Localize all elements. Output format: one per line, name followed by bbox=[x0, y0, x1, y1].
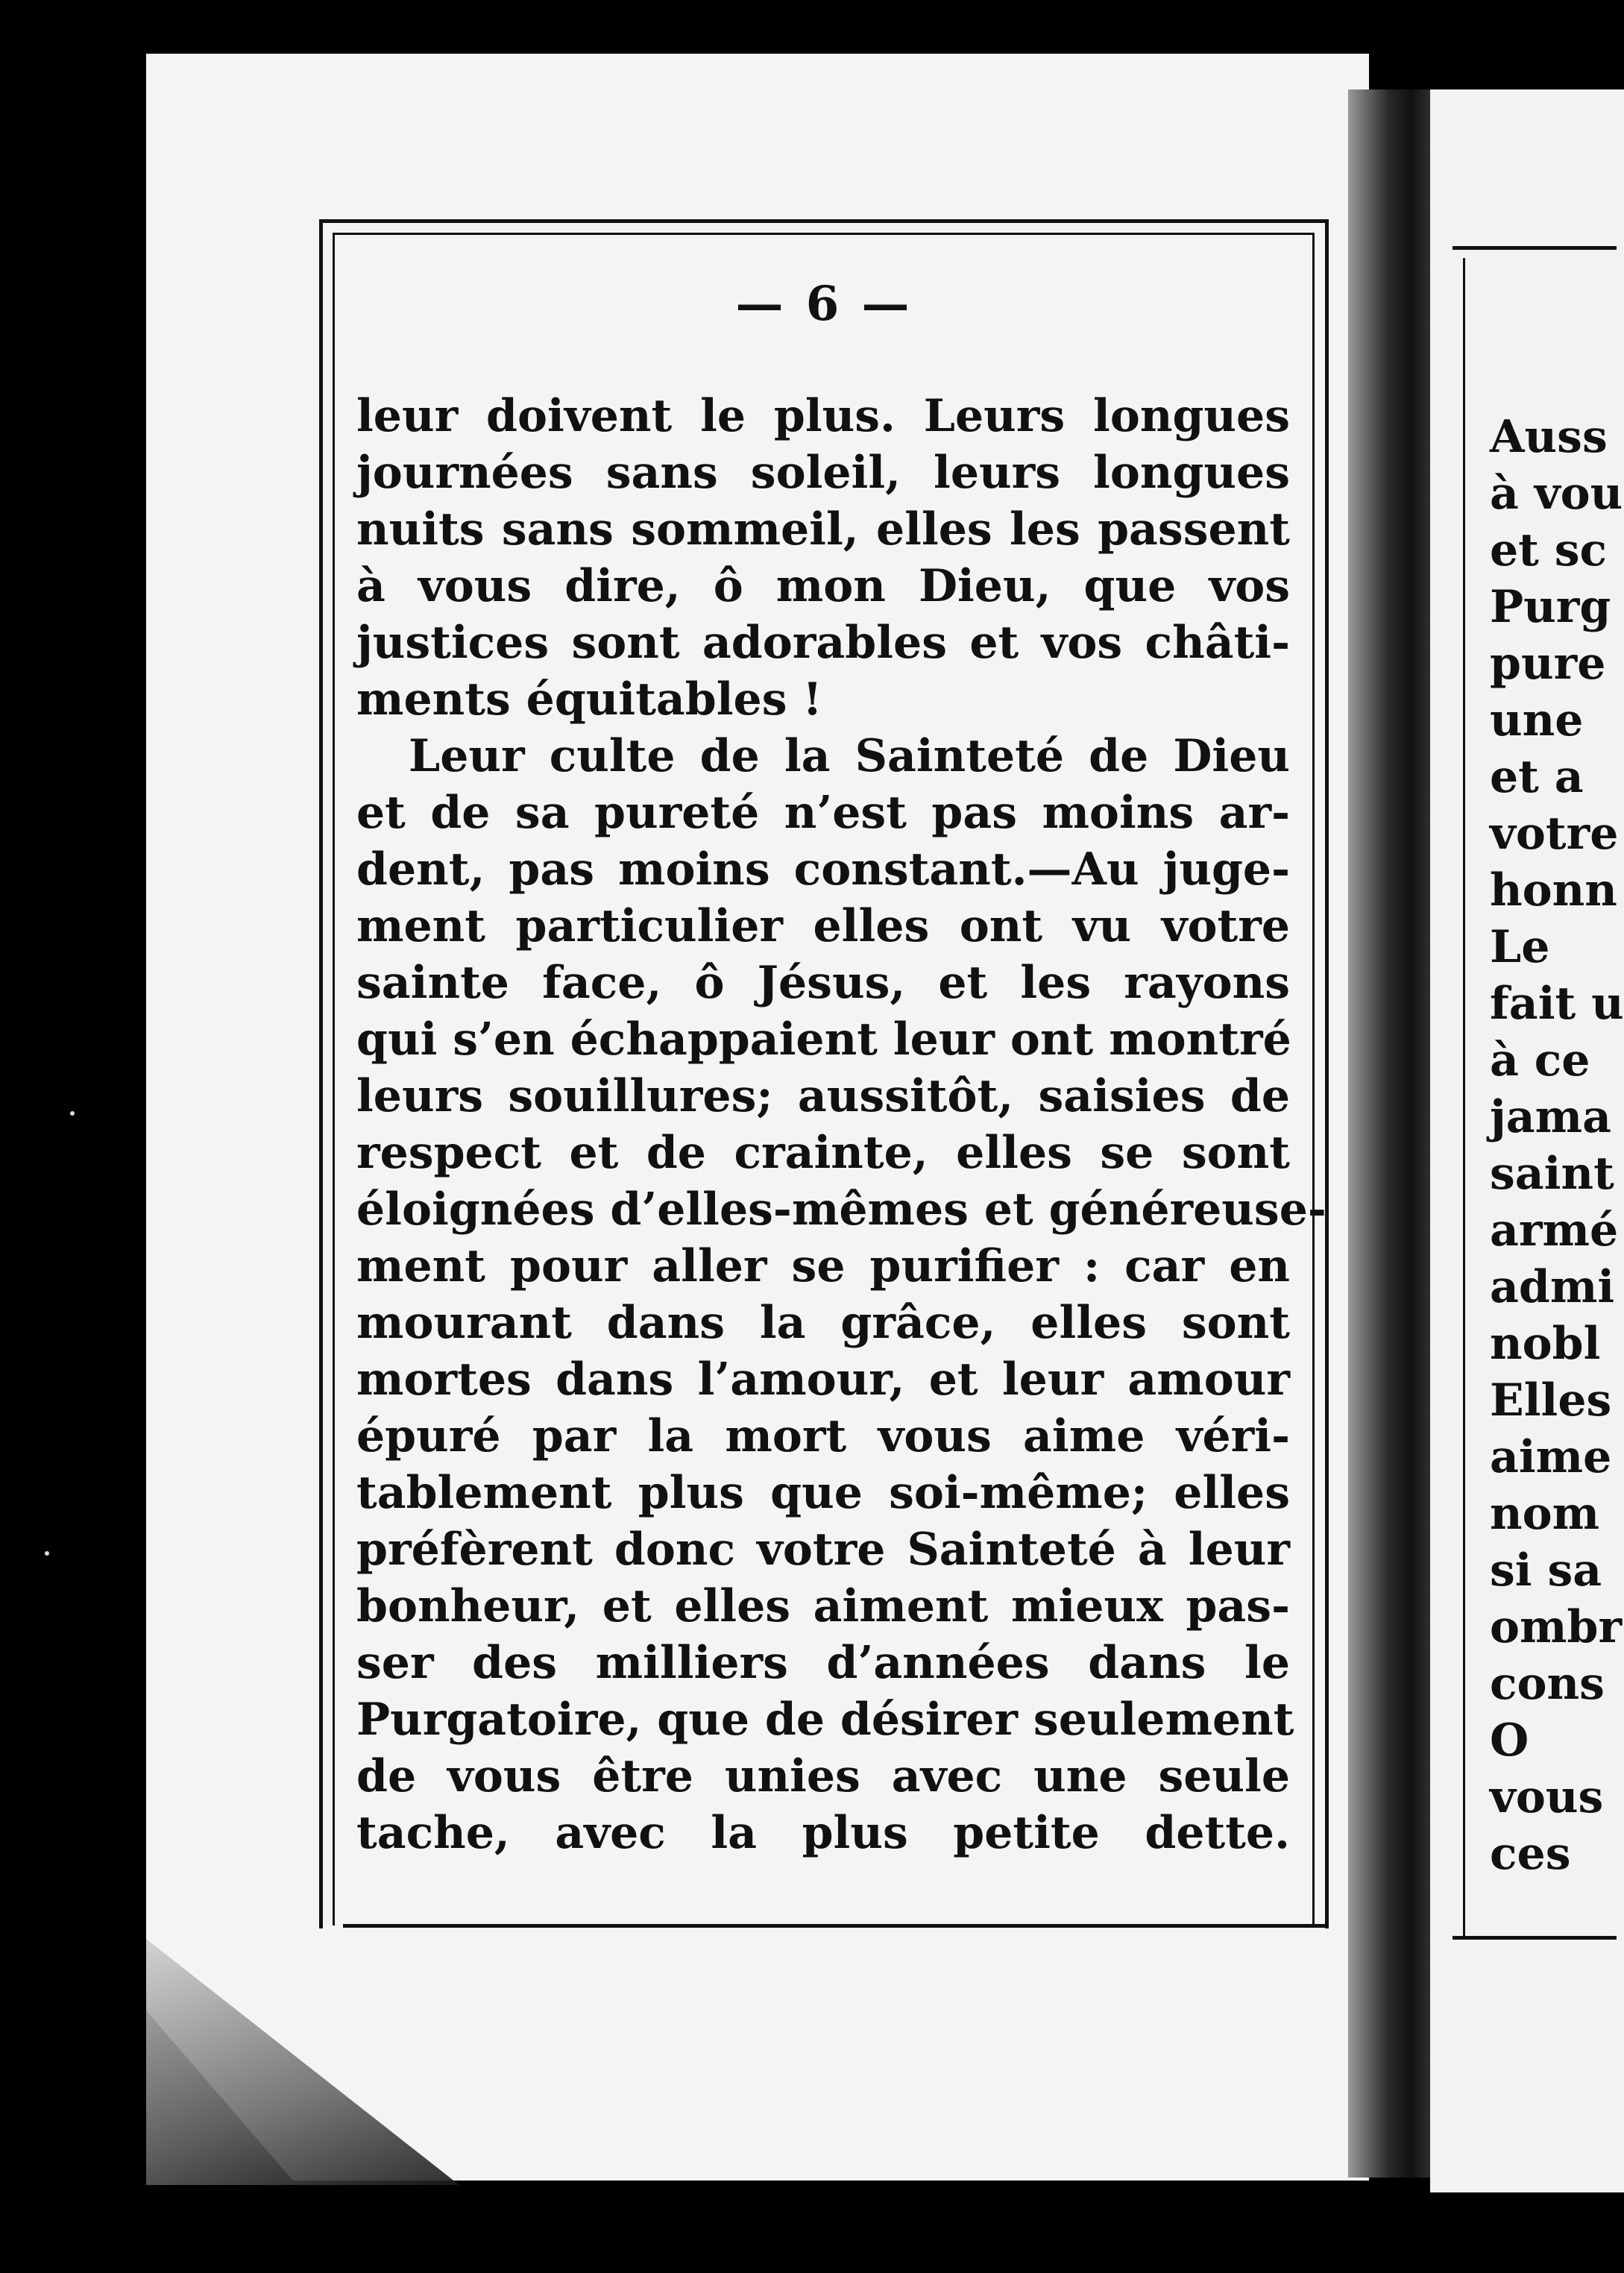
text-line: sainte face, ô Jésus, et les rayons bbox=[356, 957, 1290, 1009]
right-text-line: cons bbox=[1490, 1658, 1605, 1710]
text-line: dent, pas moins constant.—Au juge- bbox=[356, 843, 1290, 896]
text-line: qui s’en échappaient leur ont montré bbox=[356, 1013, 1291, 1066]
text-line: Leur culte de la Sainteté de Dieu bbox=[409, 730, 1290, 782]
right-text-line: Le bbox=[1490, 921, 1550, 973]
frame-inner-left-rule bbox=[333, 233, 335, 1925]
text-line: ment pour aller se purifier : car en bbox=[356, 1240, 1290, 1292]
right-text-line: nom bbox=[1490, 1488, 1600, 1540]
right-text-line: admi bbox=[1490, 1261, 1615, 1313]
text-line: préfèrent donc votre Sainteté à leur bbox=[356, 1524, 1290, 1576]
right-text-line: jama bbox=[1490, 1091, 1611, 1143]
right-text-line: à vou bbox=[1490, 468, 1623, 520]
right-text-line: une bbox=[1490, 694, 1584, 746]
right-text-line: si sa bbox=[1490, 1544, 1602, 1597]
dust-speck bbox=[45, 1551, 49, 1556]
right-text-line: vous bbox=[1490, 1771, 1604, 1823]
text-line: éloignées d’elles-mêmes et généreuse- bbox=[356, 1183, 1326, 1236]
text-line: mortes dans l’amour, et leur amour bbox=[356, 1354, 1290, 1406]
text-line: leur doivent le plus. Leurs longues bbox=[356, 390, 1290, 442]
text-line: à vous dire, ô mon Dieu, que vos bbox=[356, 560, 1290, 612]
dust-speck bbox=[70, 1111, 75, 1116]
right-text-line: et a bbox=[1490, 751, 1584, 803]
right-page-text bbox=[1490, 409, 1624, 1882]
right-text-line: pure bbox=[1490, 638, 1606, 690]
right-text-line: armé bbox=[1490, 1204, 1619, 1257]
page-number: — 6 — bbox=[735, 276, 913, 332]
right-text-line: O bbox=[1490, 1714, 1529, 1767]
book-gutter bbox=[1348, 89, 1438, 2178]
frame-bottom-rule bbox=[343, 1924, 1329, 1928]
right-frame-inner-rule bbox=[1463, 258, 1465, 1936]
right-text-line: ombr bbox=[1490, 1601, 1623, 1653]
right-text-line: ces bbox=[1490, 1828, 1571, 1880]
right-text-line: nobl bbox=[1490, 1318, 1601, 1370]
text-line: Purgatoire, que de désirer seulement bbox=[356, 1694, 1294, 1746]
text-line: journées sans soleil, leurs longues bbox=[356, 447, 1290, 499]
right-text-line: votre bbox=[1490, 808, 1619, 860]
text-line: tache, avec la plus petite dette. bbox=[356, 1807, 1290, 1859]
text-line: justices sont adorables et vos châti- bbox=[356, 617, 1290, 669]
text-line: bonheur, et elles aiment mieux pas- bbox=[356, 1580, 1290, 1632]
right-text-line: Elles bbox=[1490, 1374, 1612, 1427]
left-page-text bbox=[356, 388, 1326, 1861]
text-line: ment particulier elles ont vu votre bbox=[356, 900, 1290, 952]
right-frame-top-rule bbox=[1453, 246, 1617, 250]
right-text-line: à ce bbox=[1490, 1034, 1590, 1087]
right-text-line: fait u bbox=[1490, 978, 1624, 1030]
text-line: mourant dans la grâce, elles sont bbox=[356, 1297, 1290, 1349]
frame-inner-right-rule bbox=[1312, 233, 1315, 1925]
text-line: et de sa pureté n’est pas moins ar- bbox=[356, 787, 1290, 839]
right-text-line: Auss bbox=[1490, 411, 1608, 463]
text-line: respect et de crainte, elles se sont bbox=[356, 1127, 1290, 1179]
right-text-line: Purg bbox=[1490, 581, 1611, 633]
text-line: ser des milliers d’années dans le bbox=[356, 1637, 1290, 1689]
right-text-line: aime bbox=[1490, 1431, 1612, 1483]
right-text-line: honn bbox=[1490, 864, 1617, 917]
text-line: nuits sans sommeil, elles les passent bbox=[356, 503, 1290, 556]
text-line: ments équitables ! bbox=[356, 673, 822, 726]
text-line: épuré par la mort vous aime véri- bbox=[356, 1410, 1290, 1462]
text-line: tablement plus que soi-même; elles bbox=[356, 1467, 1290, 1519]
text-line: leurs souillures; aussitôt, saisies de bbox=[356, 1070, 1290, 1122]
right-text-line: et sc bbox=[1490, 524, 1608, 576]
right-text-line: saint bbox=[1490, 1148, 1614, 1200]
right-frame-bottom-rule bbox=[1453, 1936, 1617, 1940]
text-line: de vous être unies avec une seule bbox=[356, 1750, 1290, 1802]
